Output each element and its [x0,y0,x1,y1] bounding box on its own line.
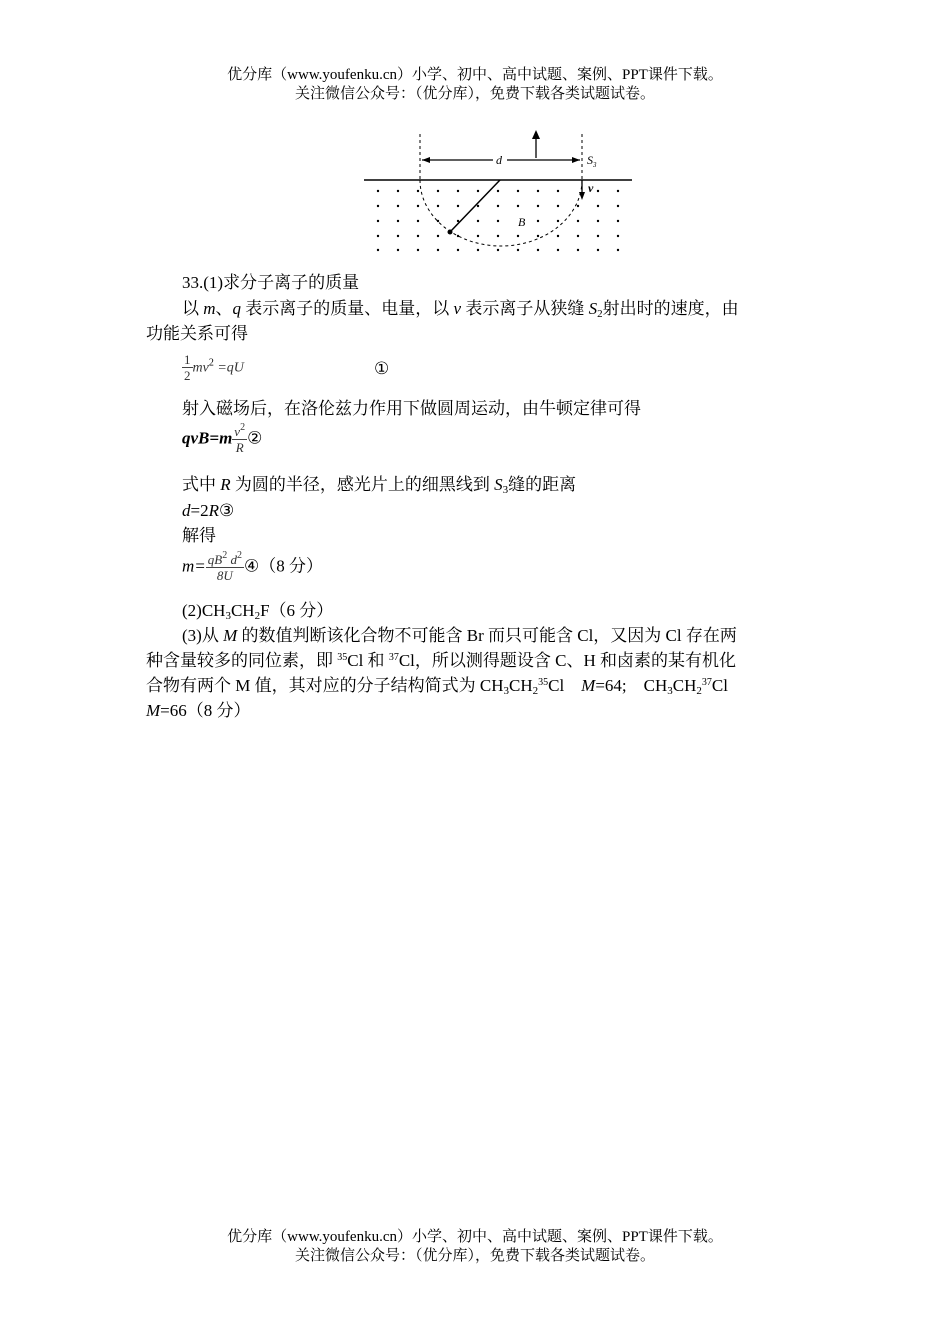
equation-2: qvB=m $\frac{v^2}{R}$ ② [182,422,263,455]
header-line-1: 优分库（www.youfenku.cn）小学、初中、高中试题、案例、PPT课件下载。 [227,67,723,83]
equation-4: m= $\frac{qB^2 d^2}{8U}$ ④（8 分） [182,550,323,583]
fraction-v2-over-r: $\frac{v^2}{R}$ [234,422,246,455]
equation-3: d=2R③ [182,501,235,520]
paragraph-4: 解得 [182,526,216,545]
q33-title: 33.(1)求分子离子的质量 [182,273,360,292]
distance-arrow-left-head [422,157,430,163]
equation-1-mark: ① [374,359,390,378]
label-d: d [496,153,502,167]
fraction-half: $\frac{1}{2}$ [184,352,191,383]
distance-arrow-right-head [572,157,580,163]
answer-3-line-3: 合物有两个 M 值，其对应的分子结构简式为 $CH_3CH_2^{35}Cl$ M=64; $CH_3CH_2^{37}Cl$ [146,676,728,697]
paragraph-3: 式中 R 为圆的半径，感光片上的细黑线到 $S_3$缝的距离 [182,475,577,496]
answer-3-line-2: 种含量较多的同位素，即 $^{35}$Cl 和 $^{37}$Cl，所以测得题设含 C、H 和卤素的某有机化 [146,651,736,670]
label-v: v [588,181,594,195]
answer-2: $(2)CH_3CH_2F(6$ 分） [182,601,334,622]
answer-3-line-4: M=66（8 分） [146,701,251,720]
equation-1: $\frac{1}{2}$ $mv^2 =qU$ ① [184,352,390,383]
paragraph-1-line-1: 以 m、q 表示离子的质量、电量，以 v 表示离子从狭缝 $S_2$射出时的速度，由 [182,299,739,320]
footer-line-2: 关注微信公众号：（优分库），免费下载各类试题试卷。 [294,1248,655,1264]
label-s3: $S_3$ [587,153,597,169]
up-arrow-head [532,130,540,139]
ion-dot [448,230,453,235]
paragraph-2: 射入磁场后，在洛伦兹力作用下做圆周运动，由牛顿定律可得 [182,399,641,418]
page-footer [0,1228,950,1266]
header-line-2: 关注微信公众号：（优分库），免费下载各类试题试卷。 [294,86,655,102]
field-dots [377,190,619,251]
label-b: B [518,215,526,229]
fraction-mass: $\frac{qB^2 d^2}{8U}$ [207,550,242,583]
footer-line-1: 优分库（www.youfenku.cn）小学、初中、高中试题、案例、PPT课件下载。 [227,1229,723,1245]
page-header [0,66,950,104]
answer-3-line-1: (3)从 M 的数值判断该化合物不可能含 Br 而只可能含 Cl，又因为 Cl 存在两 [182,626,737,645]
paragraph-1-line-2: 功能关系可得 [146,324,248,343]
magnetic-field-diagram [360,128,640,258]
